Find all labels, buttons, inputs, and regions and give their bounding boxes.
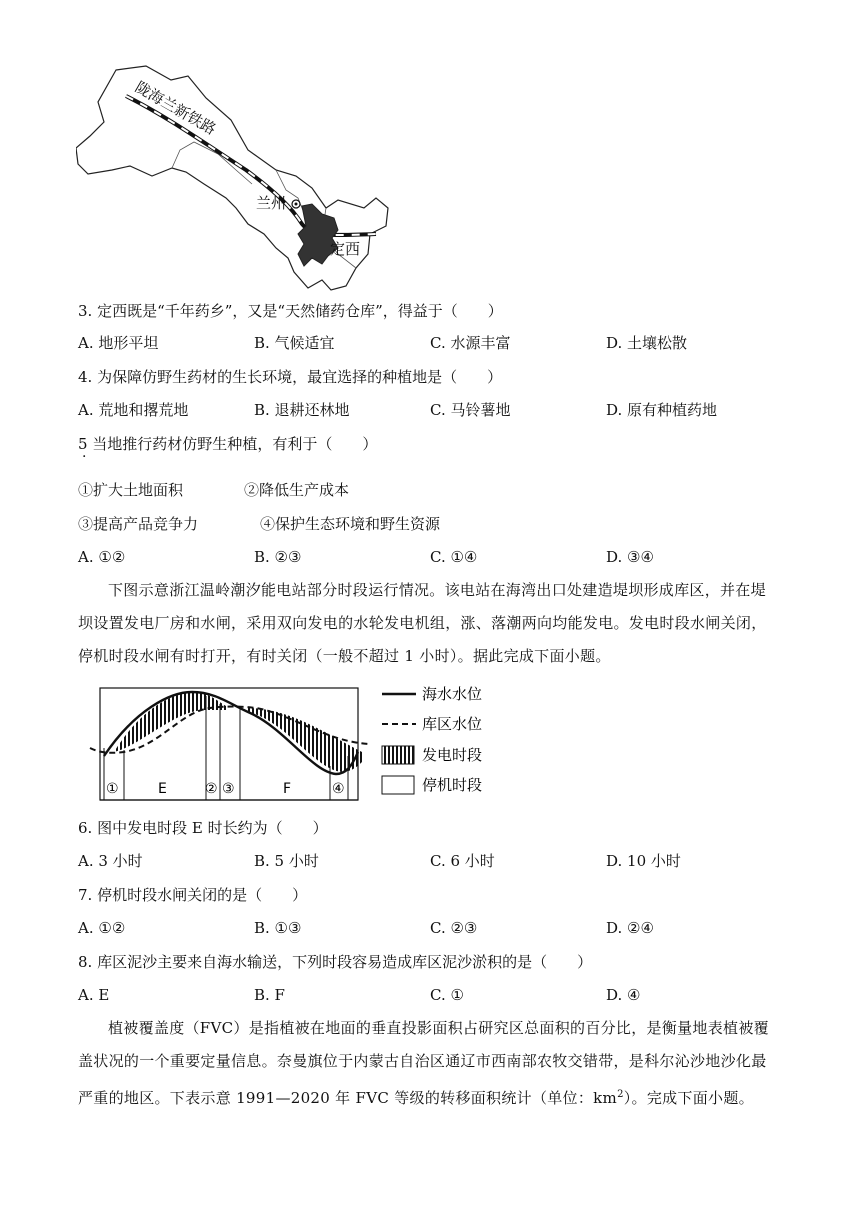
q6-option-c[interactable]: C. 6 小时 <box>430 852 495 870</box>
lanzhou-marker-dot <box>295 203 298 206</box>
q3-option-d[interactable]: D. 土壤松散 <box>606 334 688 352</box>
q7-option-a[interactable]: A. ①② <box>78 919 126 937</box>
tidal-chart <box>80 680 500 806</box>
q3-option-b[interactable]: B. 气候适宜 <box>254 334 335 352</box>
segment-label-f: F <box>283 781 292 797</box>
q6-option-d[interactable]: D. 10 小时 <box>606 852 681 870</box>
q7-option-c[interactable]: C. ②③ <box>430 919 478 937</box>
q3-option-a[interactable]: A. 地形平坦 <box>78 334 159 352</box>
legend-generation-swatch <box>382 746 414 764</box>
q4-option-d[interactable]: D. 原有种植药地 <box>606 401 718 419</box>
legend-sea-level: 海水水位 <box>422 685 483 703</box>
q5-option-d[interactable]: D. ③④ <box>606 548 654 566</box>
q5-option-b[interactable]: B. ②③ <box>254 548 302 566</box>
q3-option-c[interactable]: C. 水源丰富 <box>430 334 511 352</box>
railway-label: 陇海兰新铁路 <box>132 77 219 139</box>
q5-item-4: ④保护生态环境和野生资源 <box>260 515 441 533</box>
q5-dot: · <box>82 449 87 465</box>
lanzhou-label: 兰州 <box>256 194 287 212</box>
q7-option-b[interactable]: B. ①③ <box>254 919 302 937</box>
q5-option-c[interactable]: C. ①④ <box>430 548 478 566</box>
q8-option-d[interactable]: D. ④ <box>606 986 641 1004</box>
q6-stem: 6. 图中发电时段 E 时长约为（ ） <box>78 819 328 837</box>
legend-generation: 发电时段 <box>422 746 483 764</box>
segment-label-1: ① <box>106 781 119 797</box>
passage-fvc-text: 植被覆盖度（FVC）是指植被在地面的垂直投影面积占研究区总面积的百分比，是衡量地表植被覆盖状况的一个重要定量信息。奈曼旗位于内蒙古自治区通辽市西南部农牧交错带，是科尔沁沙地沙化最严重的地区。下表示意 1991—2020 年 FVC 等级的转移面积统计（单位：km <box>78 1019 769 1107</box>
passage-fvc-sup: 2 <box>617 1089 624 1100</box>
legend-reservoir: 库区水位 <box>422 715 483 733</box>
q6-option-a[interactable]: A. 3 小时 <box>78 852 143 870</box>
q5-option-a[interactable]: A. ①② <box>78 548 126 566</box>
legend-shutdown: 停机时段 <box>422 776 483 794</box>
q5-stem: 5 当地推行药材仿野生种植，有利于（ ） <box>78 435 378 453</box>
q4-option-c[interactable]: C. 马铃薯地 <box>430 401 511 419</box>
q7-stem: 7. 停机时段水闸关闭的是（ ） <box>78 886 308 904</box>
q4-option-b[interactable]: B. 退耕还林地 <box>254 401 350 419</box>
legend-shutdown-swatch <box>382 776 414 794</box>
passage-fvc <box>78 1012 778 1115</box>
q4-stem: 4. 为保障仿野生药材的生长环境，最宜选择的种植地是（ ） <box>78 368 503 386</box>
q8-option-c[interactable]: C. ① <box>430 986 464 1004</box>
q7-option-d[interactable]: D. ②④ <box>606 919 654 937</box>
passage-tidal-power: 下图示意浙江温岭潮汐能电站部分时段运行情况。该电站在海湾出口处建造堤坝形成库区，并在堤坝设置发电厂房和水闸，采用双向发电的水轮发电机组，涨、落潮两向均能发电。发电时段水闸关闭，停机时段水闸有时打开，有时关闭（一般不超过 1 小时）。据此完成下面小题。 <box>78 581 767 665</box>
q3-stem: 3. 定西既是“千年药乡”，又是“天然储药仓库”，得益于（ ） <box>78 302 503 320</box>
q5-item-1: ①扩大土地面积 <box>78 481 184 499</box>
passage-fvc-tail: ）。完成下面小题。 <box>623 1089 754 1107</box>
q8-stem: 8. 库区泥沙主要来自海水输送，下列时段容易造成库区泥沙淤积的是（ ） <box>78 953 593 971</box>
q8-option-a[interactable]: A. E <box>78 986 110 1004</box>
segment-label-3: ③ <box>222 781 235 797</box>
segment-label-4: ④ <box>332 781 345 797</box>
dingxi-label: 定西 <box>330 240 361 258</box>
q8-option-b[interactable]: B. F <box>254 986 285 1004</box>
q6-option-b[interactable]: B. 5 小时 <box>254 852 319 870</box>
gansu-map <box>76 58 416 292</box>
q5-item-3: ③提高产品竞争力 <box>78 515 199 533</box>
q5-item-2: ②降低生产成本 <box>244 481 350 499</box>
segment-label-2: ② <box>205 781 218 797</box>
segment-label-e: E <box>158 781 167 797</box>
q4-option-a[interactable]: A. 荒地和撂荒地 <box>78 401 189 419</box>
